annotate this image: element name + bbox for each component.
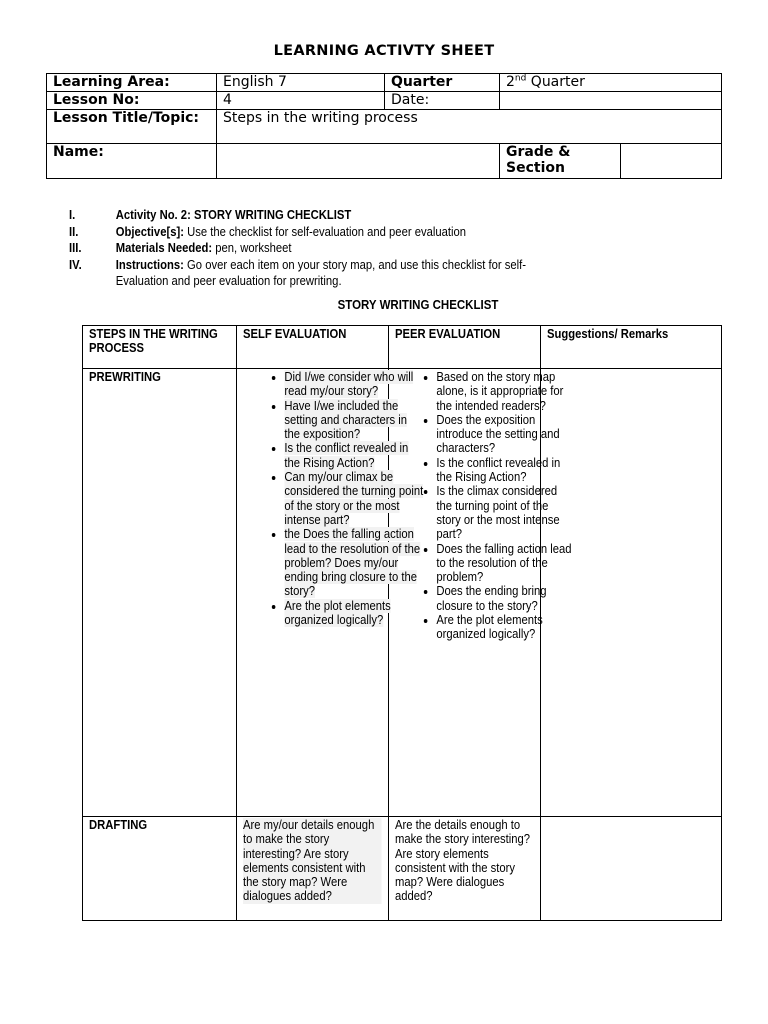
list-item: • the Does the falling action lead to the resolution of the problem? Does my/our ending bring closure to the story?	[284, 527, 423, 598]
self-evaluation-cell: Are my/our details enough to make the story interesting? Are story elements consistent with the story map? Were dialogues added?	[237, 817, 389, 921]
quarter-label: Quarter	[385, 74, 500, 92]
list-item: • Are the plot elements organized logically?	[284, 599, 423, 628]
date-value[interactable]	[500, 92, 722, 110]
lesson-no-label: Lesson No:	[47, 92, 217, 110]
list-item: • Is the conflict revealed in the Rising Action?	[284, 441, 423, 470]
step-prewriting: PREWRITING	[83, 369, 237, 817]
column-header: Suggestions/ Remarks	[541, 326, 722, 369]
remarks-cell[interactable]	[541, 817, 722, 921]
table-row	[83, 369, 722, 817]
list-item: • Does the ending bring closure to the story?	[436, 584, 575, 613]
self-evaluation-cell	[237, 369, 424, 817]
list-item: • Can my/our climax be considered the turning point of the story or the most intense part?	[284, 470, 423, 527]
list-item: • Did I/we consider who will read my/our story?	[284, 370, 423, 399]
list-item: • Have I/we included the setting and characters in the exposition?	[284, 399, 423, 442]
column-header: STEPS IN THE WRITING PROCESS	[83, 326, 237, 369]
step-drafting: DRAFTING	[83, 817, 237, 921]
instructions-continuation: Evaluation and peer evaluation for prewriting.	[115, 274, 342, 288]
list-item: • Does the falling action lead to the resolution of the problem?	[436, 542, 575, 585]
learning-area-value: English 7	[217, 74, 385, 92]
checklist-title: STORY WRITING CHECKLIST	[337, 298, 499, 312]
list-item: II. Objective[s]: Use the checklist for self-evaluation and peer evaluation	[69, 224, 466, 239]
peer-evaluation-cell	[389, 369, 572, 817]
list-item: • Does the exposition introduce the setting and characters?	[436, 413, 575, 456]
column-header: PEER EVALUATION	[389, 326, 541, 369]
peer-evaluation-cell: Are the details enough to make the story interesting? Are story elements consistent with the story map? Were dialogues added?	[389, 817, 541, 921]
date-label: Date:	[385, 92, 500, 110]
list-item: • Is the climax considered the turning point of the story or the most intense part?	[436, 484, 575, 541]
lesson-no-value: 4	[217, 92, 385, 110]
list-item: • Are the plot elements organized logically?	[436, 613, 575, 642]
activity-info-list	[69, 207, 627, 290]
sheet-title: LEARNING ACTIVTY SHEET	[273, 43, 495, 59]
grade-section-label: Grade & Section	[500, 144, 621, 179]
checklist-table	[82, 325, 722, 921]
list-item: • Is the conflict revealed in the Rising Action?	[436, 456, 575, 485]
list-item: • Based on the story map alone, is it appropriate for the intended readers?	[436, 370, 575, 413]
header-table	[46, 73, 722, 179]
grade-section-value[interactable]	[621, 144, 722, 179]
name-value[interactable]	[217, 144, 500, 179]
lesson-topic-label: Lesson Title/Topic:	[47, 110, 217, 144]
list-item: III. Materials Needed: pen, worksheet	[69, 241, 292, 255]
list-item: I. Activity No. 2: STORY WRITING CHECKLIST	[69, 208, 352, 222]
list-item: IV. Instructions: Go over each item on your story map, and use this checklist for self-	[69, 257, 526, 272]
lesson-topic-value: Steps in the writing process	[217, 110, 722, 144]
learning-area-label: Learning Area:	[47, 74, 217, 92]
peer-evaluation-list	[395, 370, 575, 642]
table-row	[83, 817, 722, 921]
column-header: SELF EVALUATION	[237, 326, 389, 369]
name-label: Name:	[47, 144, 217, 179]
quarter-value: 2nd Quarter	[500, 74, 722, 92]
